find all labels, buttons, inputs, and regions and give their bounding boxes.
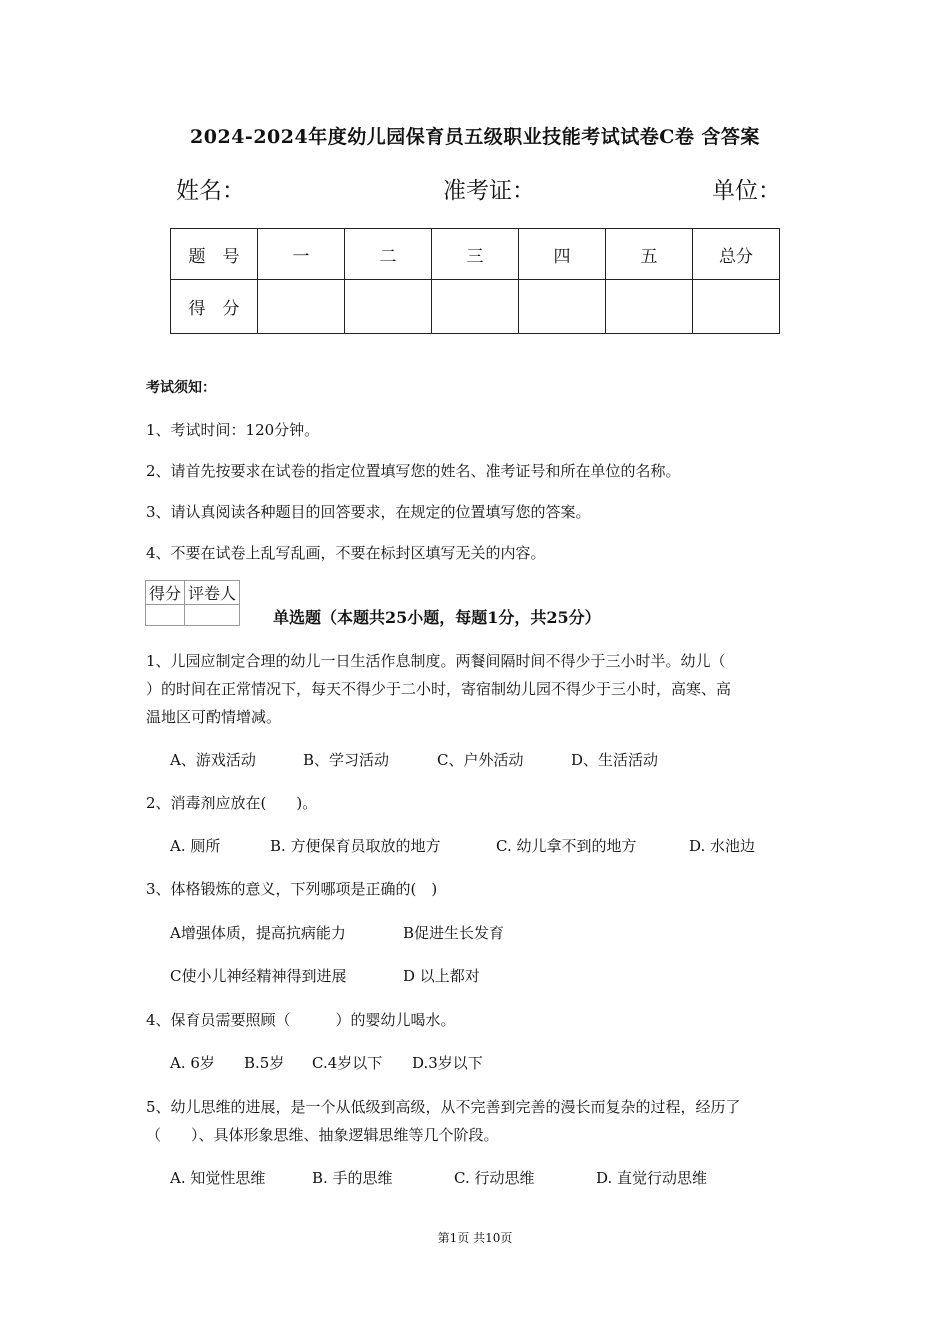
question-2-option-a[interactable]: A. 厕所: [170, 837, 221, 855]
score-cell[interactable]: [606, 280, 693, 334]
grader-box-grader-cell[interactable]: [185, 605, 240, 626]
name-field-label: 姓名：: [176, 178, 245, 204]
unit-field-label: 单位：: [712, 178, 781, 204]
score-table-header: 总分: [693, 229, 780, 280]
question-2-line: 2、消毒剂应放在( )。: [146, 794, 318, 812]
score-cell[interactable]: [345, 280, 432, 334]
score-table-header: 三: [432, 229, 519, 280]
question-3-option-a[interactable]: A增强体质，提高抗病能力: [170, 924, 346, 942]
question-1-option-d[interactable]: D、生活活动: [571, 751, 659, 769]
score-table-header: 一: [258, 229, 345, 280]
score-table-score-row: [171, 280, 780, 334]
question-5-option-c[interactable]: C. 行动思维: [454, 1169, 535, 1187]
grader-box: [145, 580, 240, 626]
question-1-line: 温地区可酌情增减。: [146, 708, 282, 726]
notice-item: 4、不要在试卷上乱写乱画，不要在标封区填写无关的内容。: [146, 544, 546, 562]
question-1-option-c[interactable]: C、户外活动: [437, 751, 524, 769]
question-4-option-c[interactable]: C.4岁以下: [312, 1054, 383, 1072]
question-5-line: 5、幼儿思维的进展，是一个从低级到高级，从不完善到完善的漫长而复杂的过程，经历了: [146, 1098, 741, 1116]
score-table-header-row: [171, 229, 780, 280]
question-4-option-b[interactable]: B.5岁: [244, 1054, 285, 1072]
question-4-option-a[interactable]: A. 6岁: [170, 1054, 215, 1072]
question-2-option-b[interactable]: B. 方便保育员取放的地方: [270, 837, 441, 855]
grader-box-score-label: 得分: [146, 581, 185, 605]
question-2-option-c[interactable]: C. 幼儿拿不到的地方: [496, 837, 637, 855]
question-5-option-d[interactable]: D. 直觉行动思维: [596, 1169, 708, 1187]
score-table-header: 二: [345, 229, 432, 280]
notice-heading: 考试须知：: [146, 380, 216, 396]
page-title: 2024-2024年度幼儿园保育员五级职业技能考试试卷C卷 含答案: [190, 126, 760, 148]
question-3-option-d[interactable]: D 以上都对: [403, 967, 480, 985]
question-1-line: ）的时间在正常情况下，每天不得少于二小时，寄宿制幼儿园不得少于三小时，高寒、高: [146, 680, 732, 698]
question-1-option-b[interactable]: B、学习活动: [303, 751, 390, 769]
question-4-option-d[interactable]: D.3岁以下: [412, 1054, 483, 1072]
score-cell[interactable]: [693, 280, 780, 334]
score-cell[interactable]: [519, 280, 606, 334]
section-title: 单选题（本题共25小题，每题1分，共25分）: [273, 608, 601, 627]
grader-box-grader-label: 评卷人: [185, 581, 240, 605]
exam-id-field-label: 准考证：: [443, 178, 535, 204]
question-2-option-d[interactable]: D. 水池边: [689, 837, 756, 855]
question-1-option-a[interactable]: A、游戏活动: [170, 751, 256, 769]
score-table: [170, 228, 780, 334]
score-cell[interactable]: [258, 280, 345, 334]
page-footer: 第1页 共10页: [437, 1231, 513, 1245]
notice-item: 2、请首先按要求在试卷的指定位置填写您的姓名、准考证号和所在单位的名称。: [146, 462, 681, 480]
notice-item: 3、请认真阅读各种题目的回答要求，在规定的位置填写您的答案。: [146, 503, 591, 521]
question-5-option-a[interactable]: A. 知觉性思维: [170, 1169, 266, 1187]
question-3-option-b[interactable]: B促进生长发育: [403, 924, 505, 942]
notice-item: 1、考试时间：120分钟。: [146, 421, 320, 439]
question-3-option-c[interactable]: C使小儿神经精神得到进展: [170, 967, 347, 985]
question-3-line: 3、体格锻炼的意义，下列哪项是正确的( ): [146, 880, 438, 898]
score-table-header: 四: [519, 229, 606, 280]
score-row-label: 得 分: [171, 280, 258, 334]
question-1-line: 1、儿园应制定合理的幼儿一日生活作息制度。两餐间隔时间不得少于三小时半。幼儿（: [146, 652, 726, 670]
question-5-option-b[interactable]: B. 手的思维: [312, 1169, 393, 1187]
score-table-header: 题 号: [171, 229, 258, 280]
grader-box-score-cell[interactable]: [146, 605, 185, 626]
question-5-line: （ ）、具体形象思维、抽象逻辑思维等几个阶段。: [146, 1126, 499, 1144]
question-4-line: 4、保育员需要照顾（ ）的婴幼儿喝水。: [146, 1011, 456, 1029]
score-table-header: 五: [606, 229, 693, 280]
score-cell[interactable]: [432, 280, 519, 334]
